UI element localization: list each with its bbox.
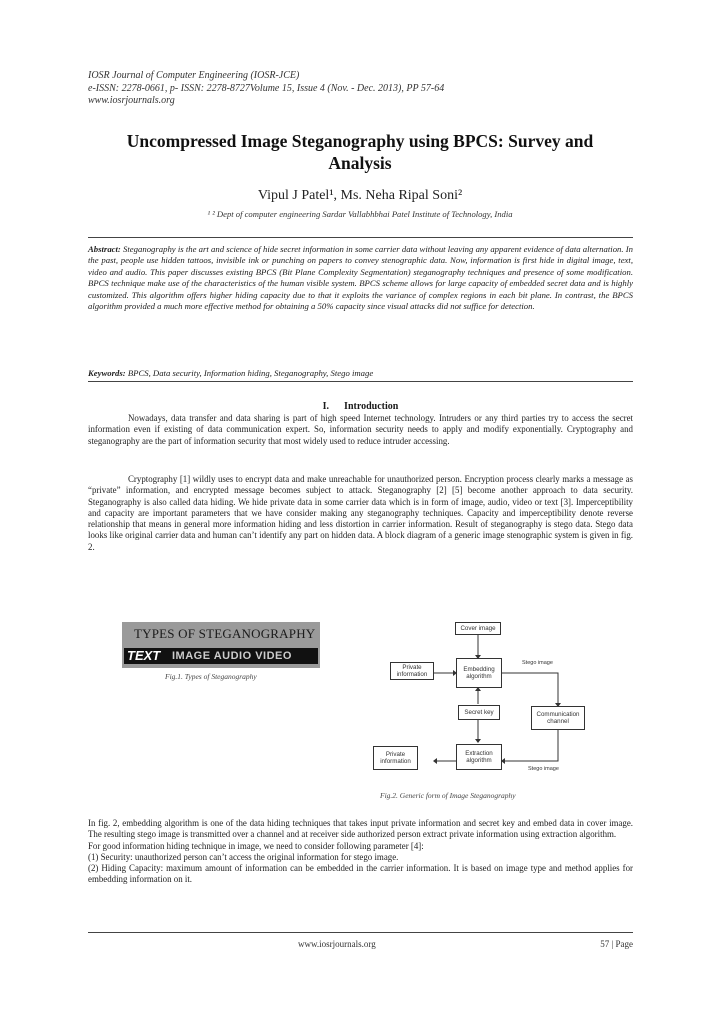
paper-title-line-2: Analysis	[328, 153, 392, 173]
diagram-cover-image-box: Cover image	[455, 622, 501, 635]
figure-1-media-words: IMAGE AUDIO VIDEO	[172, 650, 292, 662]
abstract-text: Steganography is the art and science of hide secret information in some carrier data without leaving any apparent evidence of data alternation. In the past, people use hidden tattoos, invisible ink or punching on papers to convey stenographic data. Now, information is first hide in digital image, text, video and audio. This paper discusses existing BPCS (Bit Plane Complexity Segmentation) steganography techniques and presence of some modification. BPCS technique make use of the characteristics of the human visible system. BPCS scheme allows for large capacity of embedded secret data and is highly customized. This algorithm offers higher hiding capacity due to that it exploits the variance of complex regions in each bit plane. In contrast, the BPCS algorithm provided a much more effective method for obtaining a 50% capacity since visual attacks did not suffice for detection.	[88, 244, 634, 312]
embedding-to-channel-line	[502, 673, 558, 706]
intro-paragraph-2: Cryptography [1] wildly uses to encrypt data and make unreachable for unauthorized person. Encryption process clearly marks a message as “private” information, and encrypted message becomes subject to attack. Steganography [2] [5] become another approach to data security. Steganography is also called data hiding. We hide private data in some carrier data which is in form of image, audio, video or text [3]. Imperceptibility and capacity are important parameters that we have consider making any steganography techniques. Capacity and imperceptibility denote reverse relationship that means in general more information hiding and less distortion in carrier information. Result of steganography is stego data. Stego data looks like original carrier data and human can’t identify any part on hidden data. A block diagram of a generic image stenographic system is given in fig. 2.	[88, 474, 633, 552]
abstract-label: Abstract:	[88, 244, 121, 254]
abstract-top-rule	[88, 237, 633, 238]
footer-rule	[88, 932, 633, 933]
journal-issn: e-ISSN: 2278-0661, p- ISSN: 2278-8727Volume 15, Issue 4 (Nov. - Dec. 2013), PP 57-64	[88, 82, 445, 94]
paper-title	[60, 130, 660, 174]
diagram-stego-image-label-bottom: Stego image	[528, 766, 559, 772]
figure-types-of-steganography	[122, 622, 320, 668]
figure-2-caption: Fig.2. Generic form of Image Steganography	[380, 791, 516, 800]
journal-url: www.iosrjournals.org	[88, 95, 175, 106]
diagram-communication-channel-box: Communication channel	[531, 706, 585, 730]
channel-to-extraction-line	[502, 730, 558, 761]
diagram-stego-image-label-top: Stego image	[522, 660, 553, 666]
journal-name: IOSR Journal of Computer Engineering (IOSR-JCE)	[88, 70, 300, 81]
paragraph-3-text: In fig. 2, embedding algorithm is one of the data hiding techniques that takes input private information and secret key and embed data in cover image. The resulting stego image is transmitted over a channel and at receiver side authorized person extract private information using extraction algorithm.	[88, 818, 633, 840]
diagram-secret-key-box: Secret key	[458, 705, 500, 720]
diagram-private-information-box-bottom: Private information	[373, 746, 418, 770]
intro-paragraph-1: Nowadays, data transfer and data sharing is part of high speed Internet technology. Intruders or any third parties try to access the secret information even if existing of data communication expert. So, information security needs to apply and modify exponentially. Cryptography and steganography are the part of information security that most widely used to reduce intruder accessing.	[88, 413, 633, 446]
paper-title-line-1: Uncompressed Image Steganography using BPCS: Survey and	[126, 131, 594, 151]
parameter-hiding-capacity: (2) Hiding Capacity: maximum amount of information can be embedded in the carrier information. It is based on image type and method applies for embedding information on it.	[88, 863, 633, 885]
figure-1-banner	[124, 648, 318, 664]
diagram-private-information-box-top: Private information	[390, 662, 434, 680]
diagram-embedding-algorithm-box: Embedding algorithm	[456, 658, 502, 688]
abstract	[88, 244, 633, 312]
keywords	[88, 368, 633, 378]
page-number: 57 | Page	[600, 939, 633, 949]
journal-header	[88, 70, 444, 108]
keywords-bottom-rule	[88, 381, 633, 382]
keywords-text: BPCS, Data security, Information hiding, Steganography, Stego image	[127, 368, 374, 378]
intro-paragraph-3	[88, 818, 633, 886]
figure-1-heading: TYPES OF STEGANOGRAPHY	[134, 626, 316, 641]
authors: Vipul J Patel¹, Ms. Neha Ripal Soni²	[257, 188, 463, 203]
parameter-security: (1) Security: unauthorized person can’t access the original information for stego image.	[88, 851, 399, 862]
footer-url: www.iosrjournals.org	[298, 939, 376, 949]
figure-1-caption: Fig.1. Types of Steganography	[165, 672, 257, 681]
parameter-intro-line: For good information hiding technique in image, we need to consider following parameter [4]:	[88, 840, 424, 851]
figure-1-text-word: TEXT	[127, 648, 161, 663]
section-heading-introduction: I. Introduction	[322, 401, 399, 412]
affiliation: ¹ ² Dept of computer engineering Sardar Vallabhbhai Patel Institute of Technology, India	[207, 209, 513, 219]
diagram-extraction-algorithm-box: Extraction algorithm	[456, 744, 502, 770]
keywords-label: Keywords:	[88, 368, 126, 378]
